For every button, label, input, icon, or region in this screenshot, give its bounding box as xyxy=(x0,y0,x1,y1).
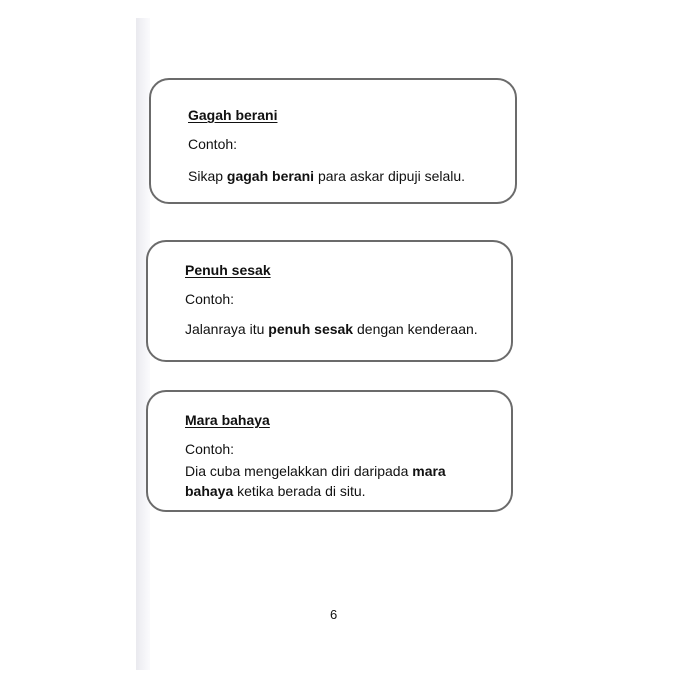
sentence-idiom-bold: mara bahaya xyxy=(185,463,446,499)
sentence-idiom-bold: gagah berani xyxy=(226,168,315,184)
sentence-text-before: Jalanraya itu xyxy=(185,321,269,337)
idiom-term: Penuh sesak xyxy=(185,262,271,278)
sentence-text-after: dengan kenderaan. xyxy=(353,321,478,337)
idiom-card-penuh-sesak xyxy=(146,240,513,362)
sentence-idiom-bold: penuh sesak xyxy=(268,321,354,337)
example-sentence xyxy=(185,461,491,501)
example-label: Contoh: xyxy=(185,291,235,307)
example-label: Contoh: xyxy=(188,136,238,152)
sentence-text-after: ketika berada di situ. xyxy=(233,483,366,499)
example-sentence xyxy=(188,166,495,186)
sentence-text-after: para askar dipuji selalu. xyxy=(314,168,466,184)
page-number: 6 xyxy=(330,607,338,622)
example-label: Contoh: xyxy=(185,441,235,457)
idiom-card-mara-bahaya xyxy=(146,390,513,512)
idiom-card-gagah-berani xyxy=(149,78,517,204)
sentence-text-before: Sikap xyxy=(188,168,227,184)
idiom-term: Mara bahaya xyxy=(185,412,270,428)
idiom-term: Gagah berani xyxy=(188,107,278,123)
sentence-text-before: Dia cuba mengelakkan diri daripada xyxy=(185,463,413,479)
example-sentence xyxy=(185,319,491,339)
